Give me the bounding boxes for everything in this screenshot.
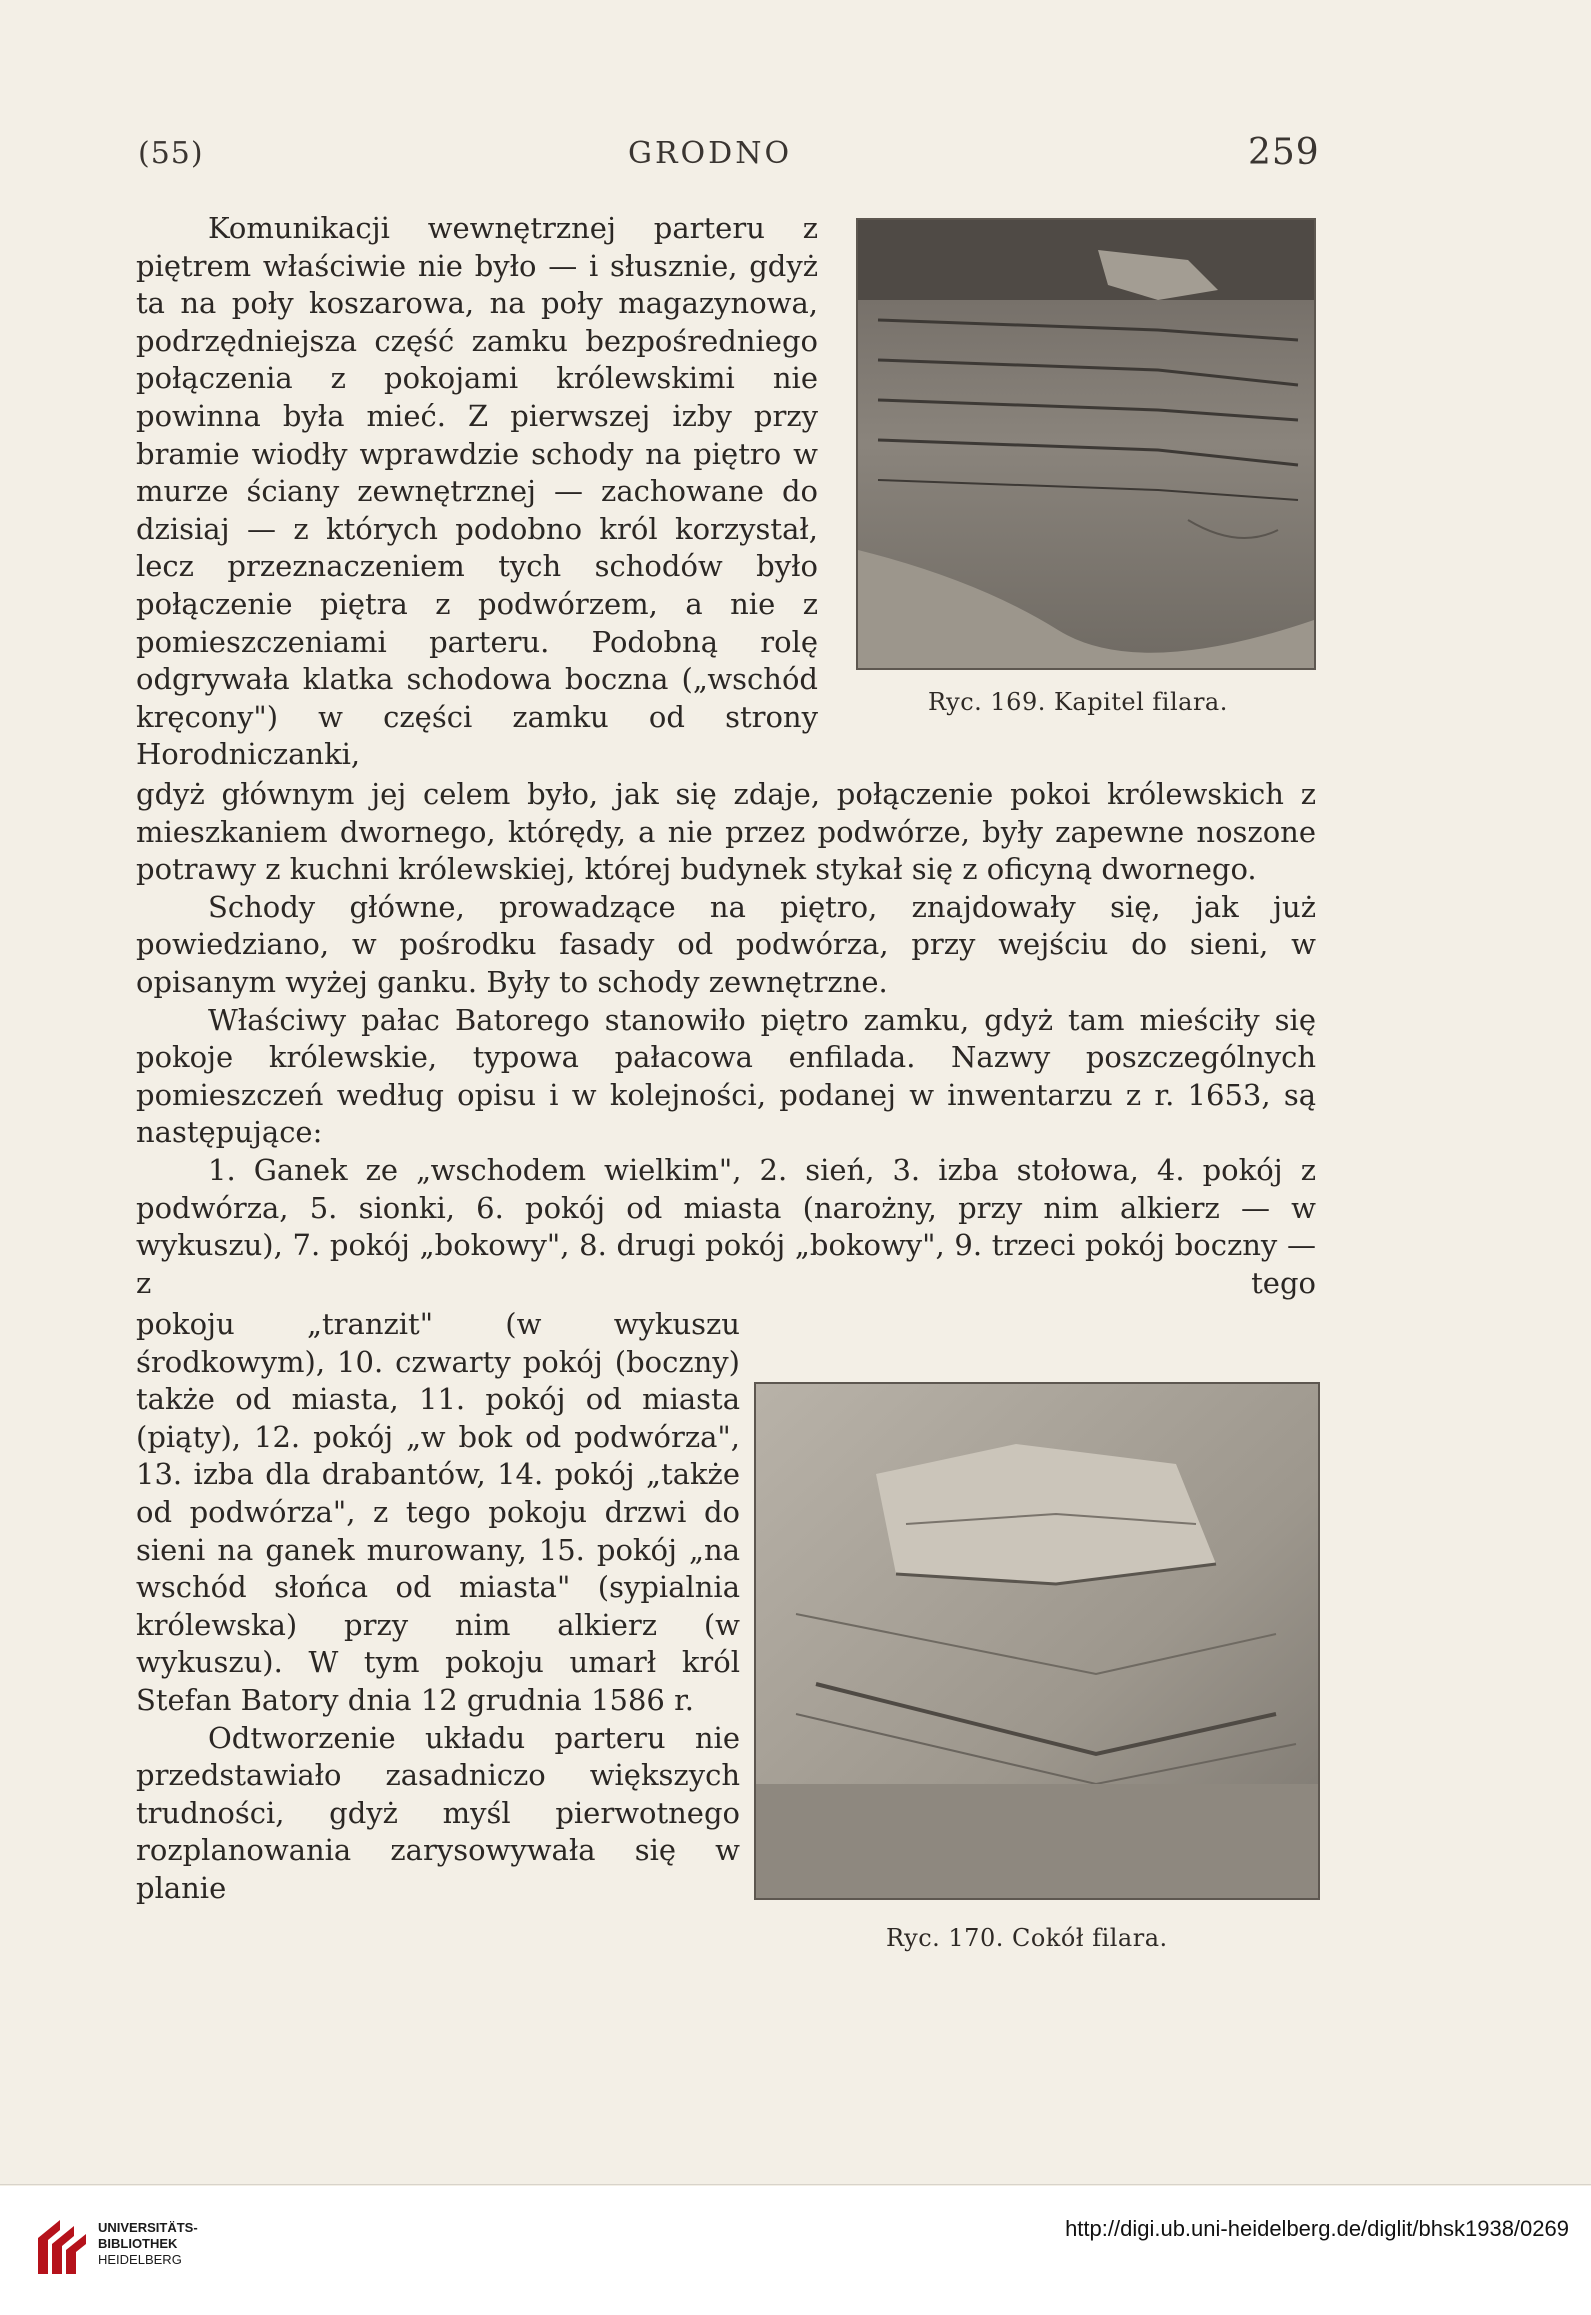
- library-name-line3: HEIDELBERG: [98, 2252, 182, 2267]
- plinth-photo-image: [756, 1384, 1318, 1898]
- figure-169-caption: Ryc. 169. Kapitel filara.: [928, 688, 1228, 716]
- text-column-top: [136, 210, 818, 774]
- text-full-width: [136, 776, 1316, 1302]
- library-name-line1: UNIVERSITÄTS-: [98, 2220, 198, 2235]
- university-library-logo: [30, 2216, 92, 2278]
- text-column-bottom: [136, 1306, 740, 1908]
- paragraph-1-continued: gdyż głównym jej celem było, jak się zdaje, połączenie pokoi królewskich z mieszkaniem dwornego, którędy, a nie przez podwórze, były zapewne noszone potrawy z kuchni królewskiej, której budynek stykał się z oficyną dwornego.: [136, 777, 1316, 887]
- paragraph-5: Odtworzenie układu parteru nie przedstawiało zasadniczo większych trudności, gdyż myśl pierwotnego rozplanowania zarysowywała się w planie: [136, 1720, 740, 1905]
- paragraph-2: Schody główne, prowadzące na piętro, znajdowały się, jak już powiedziano, w pośrodku fasady od podwórza, przy wejściu do sieni, w opisanym wyżej ganku. Były to schody zewnętrzne.: [136, 889, 1316, 999]
- footer-divider: [0, 2184, 1591, 2185]
- figure-169-photo: [856, 218, 1316, 670]
- source-url-link[interactable]: http://digi.ub.uni-heidelberg.de/diglit/bhsk1938/0269: [1065, 2216, 1569, 2241]
- section-number: (55): [138, 136, 204, 171]
- paragraph-4-start: 1. Ganek ze „wschodem wielkim", 2. sień, 3. izba stołowa, 4. pokój z podwórza, 5. sionki, 6. pokój od miasta (narożny, przy nim alkierz — w wykuszu), 7. pokój „bokowy", 8. drugi pokój „bokowy", 9. trzeci pokój boczny — z tego: [136, 1152, 1316, 1300]
- running-head-title: GRODNO: [628, 136, 793, 171]
- paragraph-3: Właściwy pałac Batorego stanowiło piętro zamku, gdyż tam mieściły się pokoje królewskie, typowa pałacowa enfilada. Nazwy poszczególnych pomieszczeń według opisu i w kolejności, podanej w inwentarzu z r. 1653, są następujące:: [136, 1002, 1316, 1150]
- paragraph-4-continued: pokoju „tranzit" (w wykuszu środkowym), 10. czwarty pokój (boczny) także od miasta, 11. pokój od miasta (piąty), 12. pokój „w bok od podwórza", 13. izba dla drabantów, 14. pokój „także od podwórza", z tego pokoju drzwi do sieni na ganek murowany, 15. pokój „na wschód słońca od miasta" (sypialnia królewska) przy nim alkierz (w wykuszu). W tym pokoju umarł król Stefan Batory dnia 12 grudnia 1586 r.: [136, 1307, 740, 1717]
- page-number: 259: [1248, 132, 1320, 173]
- paragraph-1: Komunikacji wewnętrznej parteru z piętrem właściwie nie było — i słusznie, gdyż ta na poły koszarowa, na poły magazynowa, podrzędniejsza część zamku bezpośredniego połączenia z pokojami królewskimi nie powinna była mieć. Z pierwszej izby przy bramie wiodły wprawdzie schody na piętro w murze ściany zewnętrznej — zachowane do dzisiaj — z których podobno król korzystał, lecz przeznaczeniem tych schodów było połączenie piętra z podwórzem, a nie z pomieszczeniami parteru. Podobną rolę odgrywała klatka schodowa boczna („wschód kręcony") w części zamku od strony Horodniczanki,: [136, 211, 818, 772]
- digitization-footer: [0, 2186, 1591, 2315]
- library-name: [98, 2220, 198, 2268]
- figure-170-caption: Ryc. 170. Cokół filara.: [886, 1924, 1168, 1952]
- library-name-line2: BIBLIOTHEK: [98, 2236, 178, 2251]
- figure-170-photo: [754, 1382, 1320, 1900]
- capital-photo-image: [858, 220, 1314, 668]
